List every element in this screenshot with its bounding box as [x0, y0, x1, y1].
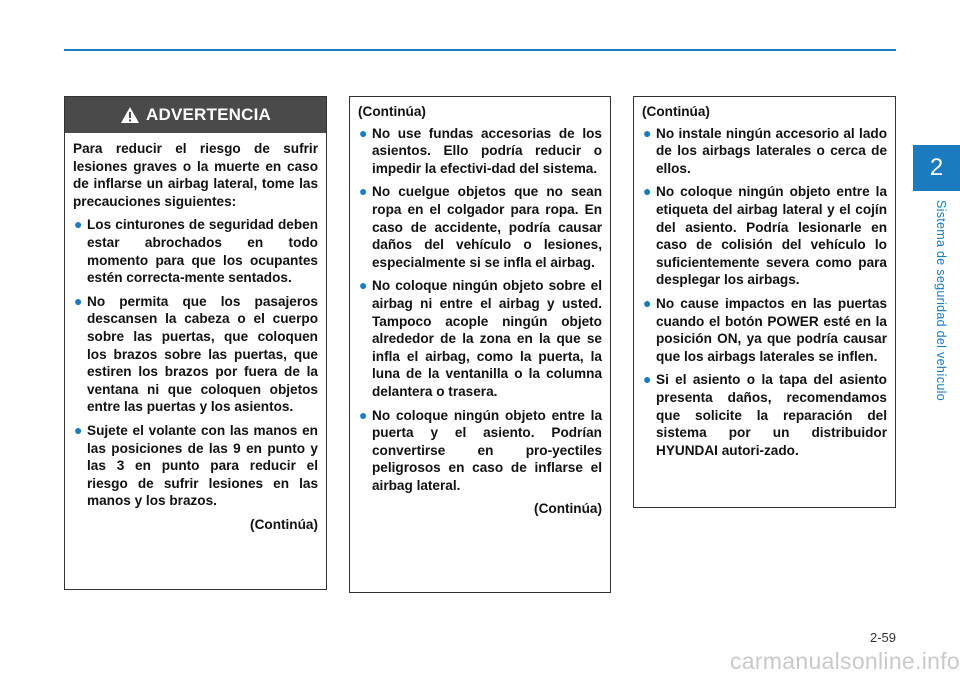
list-item: ● No coloque ningún objeto sobre el airbag ni entre el airbag y usted. Tampoco acople ningún objeto alrededor de la zona en la que se infla el airbag, como la puerta, la luna de la ventanilla o la columna delantera o trasera. [359, 277, 602, 399]
continued-box-1 [349, 96, 611, 593]
continue-label: (Continúa) [534, 501, 602, 517]
header-rule [64, 49, 896, 51]
watermark: carmanualsonline.info [729, 648, 960, 674]
list-item: ● No instale ningún accesorio al lado de los airbags laterales o cerca de ellos. [643, 124, 887, 176]
bullet-dot-icon: ● [74, 216, 83, 233]
warning-triangle-icon [120, 106, 140, 124]
warning-box [64, 96, 327, 590]
warning-list [73, 216, 318, 510]
section-title: Sistema de seguridad del vehículo [934, 200, 948, 401]
chapter-number: 2 [929, 154, 944, 181]
bullet-dot-icon: ● [643, 294, 652, 311]
list-item: ● Si el asiento o la tapa del asiento presenta daños, recomendamos que solicite la reparación del sistema por un distribuidor HYUNDAI autori-zado. [643, 371, 887, 458]
bullet-dot-icon: ● [643, 371, 652, 388]
bullet-dot-icon: ● [74, 292, 83, 309]
continued-body-1 [350, 97, 610, 518]
bullet-dot-icon: ● [359, 406, 368, 423]
list-item: ● No coloque ningún objeto entre la etiqueta del airbag lateral y el cojín del asiento. Podría lesionarle en caso de colisión del vehículo lo suficientemente severa como para desplegar los airbags. [643, 183, 887, 288]
bullet-dot-icon: ● [74, 421, 83, 438]
warning-header [65, 97, 326, 133]
continued-list-1 [358, 125, 602, 495]
list-item: ● Sujete el volante con las manos en las posiciones de las 9 en punto y las 3 en punto para reducir el riesgo de sufrir lesiones en las manos y los brazos. [74, 421, 318, 509]
warning-body [65, 133, 326, 533]
list-item: ● No cuelgue objetos que no sean ropa en el colgador para ropa. En caso de accidente, podría causar daños del vehículo o lesiones, especialmente si se infla el airbag. [359, 183, 602, 270]
list-item: ● No use fundas accesorias de los asientos. Ello podría reducir o impedir la efectivi-dad del sistema. [359, 124, 602, 176]
warning-intro: Para reducir el riesgo de sufrir lesiones graves o la muerte en caso de inflarse un airbag lateral, tome las precauciones siguientes: [73, 141, 318, 209]
list-item: ● No cause impactos en las puertas cuando el botón POWER esté en la posición ON, ya que podría causar que los airbags laterales se inflen. [643, 294, 887, 364]
continued-label: (Continúa) [358, 104, 426, 119]
continued-body-2 [634, 97, 895, 459]
chapter-tab [913, 145, 960, 191]
list-item: ● Los cinturones de seguridad deben estar abrochados en todo momento para que los ocupantes estén correcta-mente sentados. [74, 216, 318, 286]
bullet-dot-icon: ● [359, 183, 368, 200]
continued-list-2 [642, 125, 887, 460]
list-item: ● No permita que los pasajeros descansen la cabeza o el cuerpo sobre las puertas, que coloquen los brazos sobre las puertas, que estiren los brazos por fuera de la ventana ni que coloquen objetos entre las puertas y los asientos. [74, 292, 318, 415]
continued-box-2 [633, 96, 896, 508]
bullet-dot-icon: ● [359, 277, 368, 294]
continued-label: (Continúa) [642, 104, 710, 119]
continue-label: (Continúa) [250, 516, 318, 532]
page-number: 2-59 [869, 630, 896, 645]
bullet-dot-icon: ● [643, 124, 652, 141]
bullet-dot-icon: ● [643, 183, 652, 200]
warning-title: ADVERTENCIA [146, 105, 271, 124]
list-item: ● No coloque ningún objeto entre la puerta y el asiento. Podrían convertirse en pro-yectiles peligrosos en caso de inflarse el airbag lateral. [359, 406, 602, 493]
bullet-dot-icon: ● [359, 124, 368, 141]
